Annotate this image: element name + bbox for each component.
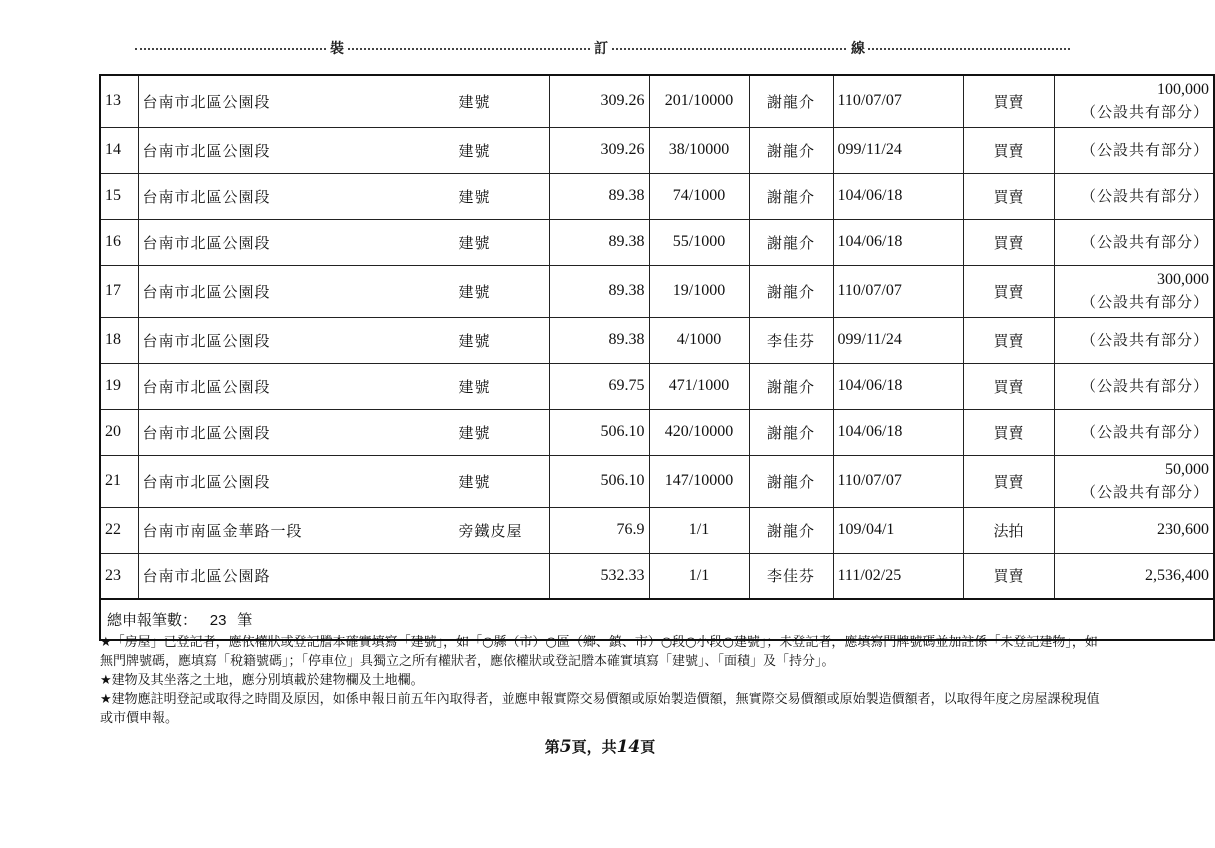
building-records-table: [99, 74, 1215, 641]
location-text: 台南市北區公園段: [142, 472, 271, 491]
location-text: 台南市北區公園段: [142, 92, 271, 111]
owner-cell: 李佳芬: [749, 553, 833, 599]
building-type: 建號: [458, 233, 491, 252]
reason-cell: 買賣: [963, 409, 1054, 455]
price-cell: [1054, 455, 1214, 507]
date-cell: 110/07/07: [833, 455, 963, 507]
building-type: 建號: [458, 282, 491, 301]
price-cell: [1054, 265, 1214, 317]
location-text: 台南市北區公園段: [142, 141, 271, 160]
price-note: （公設共有部分）: [1081, 103, 1210, 122]
price-note: （公設共有部分）: [1081, 377, 1210, 395]
table-row: [100, 265, 1214, 317]
area-cell: 309.26: [549, 75, 649, 127]
building-type: 建號: [458, 472, 491, 491]
share-cell: 147/10000: [649, 455, 749, 507]
building-type: 旁鐵皮屋: [458, 521, 523, 540]
page-total: 14: [616, 737, 641, 757]
date-cell: 111/02/25: [833, 553, 963, 599]
table-row: [100, 75, 1214, 127]
location-cell: [138, 219, 549, 265]
location-text: 台南市北區公園段: [142, 282, 271, 301]
price-note: （公設共有部分）: [1081, 233, 1210, 251]
location-cell: [138, 317, 549, 363]
location-cell: [138, 507, 549, 553]
price-cell: [1054, 553, 1214, 599]
location-cell: [138, 363, 549, 409]
reason-cell: 法拍: [963, 507, 1054, 553]
row-index: 18: [100, 317, 138, 363]
reason-cell: 買賣: [963, 363, 1054, 409]
footnote-land: ★建物及其坐落之土地，應分別填載於建物欄及土地欄。: [100, 673, 424, 688]
date-cell: 099/11/24: [833, 317, 963, 363]
reason-cell: 買賣: [963, 553, 1054, 599]
table-row: [100, 127, 1214, 173]
footnote-registration: ★「房屋」已登記者，應依權狀或登記謄本確實填寫「建號」，如「○縣（市）○區（鄉、鎮、市）○段○小段○建號」；未登記者，應填寫門牌號碼並加註係「未登記建物」，如無門牌號碼，應填寫「稅籍號碼」；「停車位」具獨立之所有權狀者，應依權狀或登記謄本確實填寫「建號」、「面積」及「持分」。: [100, 635, 1098, 669]
footnotes: [100, 633, 1110, 728]
table-row: [100, 219, 1214, 265]
share-cell: 420/10000: [649, 409, 749, 455]
page-prefix: 第: [544, 738, 560, 756]
price-amount: 2,536,400: [1145, 566, 1210, 584]
table-row: [100, 553, 1214, 599]
binding-line: [135, 38, 1070, 58]
table-row: [100, 363, 1214, 409]
reason-cell: 買賣: [963, 265, 1054, 317]
date-cell: 099/11/24: [833, 127, 963, 173]
price-cell: [1054, 173, 1214, 219]
footnote-acquisition: ★建物應註明登記或取得之時間及原因，如係申報日前五年內取得者，並應申報實際交易價額或原始製造價額，無實際交易價額或原始製造價額者，以取得年度之房屋課稅現值或市價申報。: [100, 692, 1100, 726]
price-cell: [1054, 363, 1214, 409]
row-index: 23: [100, 553, 138, 599]
share-cell: 19/1000: [649, 265, 749, 317]
area-cell: 69.75: [549, 363, 649, 409]
page-number: [0, 736, 1200, 757]
date-cell: 109/04/1: [833, 507, 963, 553]
date-cell: 110/07/07: [833, 265, 963, 317]
total-count: 23: [209, 612, 227, 629]
row-index: 22: [100, 507, 138, 553]
row-index: 19: [100, 363, 138, 409]
price-amount: 230,600: [1157, 521, 1210, 538]
location-cell: [138, 127, 549, 173]
price-note: （公設共有部分）: [1081, 293, 1210, 311]
owner-cell: 謝龍介: [749, 127, 833, 173]
area-cell: 76.9: [549, 507, 649, 553]
location-text: 台南市北區公園路: [142, 567, 271, 586]
price-cell: [1054, 127, 1214, 173]
location-cell: [138, 173, 549, 219]
price-note: （公設共有部分）: [1081, 141, 1210, 159]
table-body: [100, 75, 1214, 599]
building-type: 建號: [458, 377, 491, 396]
building-type: 建號: [458, 92, 491, 111]
date-cell: 104/06/18: [833, 219, 963, 265]
reason-cell: 買賣: [963, 317, 1054, 363]
price-cell: [1054, 75, 1214, 127]
price-cell: [1054, 219, 1214, 265]
location-text: 台南市南區金華路一段: [142, 521, 303, 540]
location-cell: [138, 75, 549, 127]
share-cell: 1/1: [649, 553, 749, 599]
area-cell: 89.38: [549, 173, 649, 219]
price-note: （公設共有部分）: [1081, 331, 1210, 349]
reason-cell: 買賣: [963, 219, 1054, 265]
owner-cell: 李佳芬: [749, 317, 833, 363]
share-cell: 74/1000: [649, 173, 749, 219]
page-middle: 頁，共: [571, 738, 617, 756]
row-index: 21: [100, 455, 138, 507]
owner-cell: 謝龍介: [749, 409, 833, 455]
building-type: 建號: [458, 423, 491, 442]
area-cell: 89.38: [549, 265, 649, 317]
total-label: 總申報筆數：: [107, 611, 198, 629]
row-index: 16: [100, 219, 138, 265]
location-text: 台南市北區公園段: [142, 187, 271, 206]
share-cell: 201/10000: [649, 75, 749, 127]
location-text: 台南市北區公園段: [142, 233, 271, 252]
date-cell: 104/06/18: [833, 363, 963, 409]
table-row: [100, 409, 1214, 455]
table-row: [100, 507, 1214, 553]
location-text: 台南市北區公園段: [142, 331, 271, 350]
location-text: 台南市北區公園段: [142, 423, 271, 442]
area-cell: 89.38: [549, 219, 649, 265]
owner-cell: 謝龍介: [749, 265, 833, 317]
price-amount: 300,000: [1157, 271, 1210, 288]
row-index: 14: [100, 127, 138, 173]
area-cell: 506.10: [549, 455, 649, 507]
building-type: 建號: [458, 141, 491, 160]
reason-cell: 買賣: [963, 127, 1054, 173]
date-cell: 110/07/07: [833, 75, 963, 127]
price-note: （公設共有部分）: [1081, 187, 1210, 205]
price-amount: 50,000: [1165, 461, 1210, 478]
page-current: 5: [559, 737, 572, 757]
binding-glyph-2: 訂: [591, 38, 611, 58]
row-index: 15: [100, 173, 138, 219]
location-cell: [138, 265, 549, 317]
total-unit: 筆: [237, 611, 253, 629]
owner-cell: 謝龍介: [749, 507, 833, 553]
owner-cell: 謝龍介: [749, 363, 833, 409]
owner-cell: 謝龍介: [749, 75, 833, 127]
share-cell: 38/10000: [649, 127, 749, 173]
table-row: [100, 317, 1214, 363]
location-cell: [138, 409, 549, 455]
area-cell: 532.33: [549, 553, 649, 599]
share-cell: 471/1000: [649, 363, 749, 409]
binding-glyph-3: 線: [848, 38, 868, 58]
price-amount: 100,000: [1157, 81, 1210, 99]
reason-cell: 買賣: [963, 455, 1054, 507]
location-text: 台南市北區公園段: [142, 377, 271, 396]
reason-cell: 買賣: [963, 173, 1054, 219]
location-cell: [138, 553, 549, 599]
date-cell: 104/06/18: [833, 173, 963, 219]
share-cell: 1/1: [649, 507, 749, 553]
area-cell: 309.26: [549, 127, 649, 173]
building-type: 建號: [458, 187, 491, 206]
price-note: （公設共有部分）: [1081, 423, 1210, 441]
building-type: 建號: [458, 331, 491, 350]
owner-cell: 謝龍介: [749, 173, 833, 219]
share-cell: 4/1000: [649, 317, 749, 363]
price-cell: [1054, 409, 1214, 455]
owner-cell: 謝龍介: [749, 455, 833, 507]
page-suffix: 頁: [640, 738, 656, 756]
owner-cell: 謝龍介: [749, 219, 833, 265]
share-cell: 55/1000: [649, 219, 749, 265]
row-index: 20: [100, 409, 138, 455]
location-cell: [138, 455, 549, 507]
reason-cell: 買賣: [963, 75, 1054, 127]
area-cell: 506.10: [549, 409, 649, 455]
area-cell: 89.38: [549, 317, 649, 363]
row-index: 17: [100, 265, 138, 317]
date-cell: 104/06/18: [833, 409, 963, 455]
row-index: 13: [100, 75, 138, 127]
building-type: [459, 565, 537, 586]
table-row: [100, 173, 1214, 219]
table-row: [100, 455, 1214, 507]
binding-glyph-1: 裝: [327, 38, 347, 58]
price-cell: [1054, 507, 1214, 553]
price-note: （公設共有部分）: [1081, 483, 1210, 501]
price-cell: [1054, 317, 1214, 363]
